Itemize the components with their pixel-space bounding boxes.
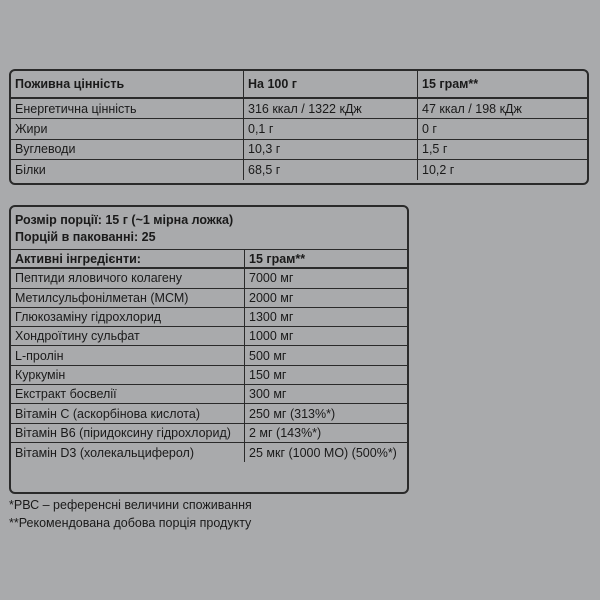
table-row [11, 160, 587, 180]
table-row [11, 424, 407, 443]
ingredient-name: Куркумін [15, 367, 66, 382]
nutrient-per100: 10,3 г [243, 140, 417, 159]
nutrition-header-row [11, 71, 587, 99]
table-row [11, 140, 587, 160]
table-row [11, 289, 407, 308]
ingredient-name: Пептиди яловичого колагену [15, 271, 183, 286]
nutrient-per15: 0 г [417, 119, 587, 138]
ingredient-amount: 250 мг (313%*) [244, 404, 407, 422]
ingredient-name: Вітамін В6 (піридоксину гідрохлорид) [15, 425, 231, 440]
table-row [11, 366, 407, 385]
nutrition-header-per100: На 100 г [243, 71, 417, 97]
ingredients-header-name: Активні інгредієнти: [15, 251, 141, 266]
nutrient-per15: 1,5 г [417, 140, 587, 159]
ingredient-amount: 150 мг [244, 366, 407, 384]
table-row [11, 327, 407, 346]
serving-info [11, 207, 407, 250]
nutrient-per15: 47 ккал / 198 кДж [417, 99, 587, 118]
footnote-daily-portion: **Рекомендована добова порція продукту [9, 516, 252, 530]
ingredient-name: Глюкозаміну гідрохлорид [15, 310, 162, 325]
table-row [11, 119, 587, 139]
nutrient-per100: 68,5 г [243, 160, 417, 180]
ingredient-amount: 300 мг [244, 385, 407, 403]
ingredient-name: Вітамін С (аскорбінова кислота) [15, 406, 201, 421]
nutrient-name: Жири [15, 121, 48, 136]
table-row [11, 385, 407, 404]
nutrient-name: Вуглеводи [15, 142, 76, 157]
ingredient-name: Метилсульфонілметан (МСМ) [15, 290, 189, 305]
footnote-rvs: *РВС – референсні величини споживання [9, 498, 252, 512]
nutrient-per100: 316 ккал / 1322 кДж [243, 99, 417, 118]
ingredient-amount: 2 мг (143%*) [244, 424, 407, 442]
nutrition-header-per15: 15 грам** [417, 71, 587, 97]
nutrient-name: Енергетична цінність [15, 101, 137, 116]
ingredient-name: Вітамін D3 (холекальциферол) [15, 445, 195, 460]
ingredient-name: L-пролін [15, 348, 64, 363]
servings-count: Порцій в пакованні: 25 [15, 230, 156, 244]
nutrient-per15: 10,2 г [417, 160, 587, 180]
nutrition-table [9, 69, 589, 185]
nutrient-per100: 0,1 г [243, 119, 417, 138]
ingredient-amount: 25 мкг (1000 МО) (500%*) [244, 443, 407, 462]
table-row [11, 99, 587, 119]
ingredient-amount: 7000 мг [244, 269, 407, 287]
table-row [11, 269, 407, 288]
serving-size: Розмір порції: 15 г (~1 мірна ложка) [15, 213, 234, 227]
ingredient-amount: 1300 мг [244, 308, 407, 326]
footnotes [9, 496, 252, 532]
ingredient-name: Екстракт босвелії [15, 387, 117, 402]
ingredients-table [9, 205, 409, 494]
table-row [11, 346, 407, 365]
table-row [11, 308, 407, 327]
ingredients-header-amount: 15 грам** [244, 250, 407, 267]
ingredient-amount: 2000 мг [244, 289, 407, 307]
ingredients-header-row [11, 250, 407, 269]
ingredient-amount: 500 мг [244, 346, 407, 364]
ingredient-amount: 1000 мг [244, 327, 407, 345]
ingredient-name: Хондроїтину сульфат [15, 329, 140, 344]
table-row [11, 443, 407, 462]
nutrient-name: Білки [15, 163, 46, 178]
table-row [11, 404, 407, 423]
nutrition-header-name: Поживна цінність [15, 77, 125, 91]
